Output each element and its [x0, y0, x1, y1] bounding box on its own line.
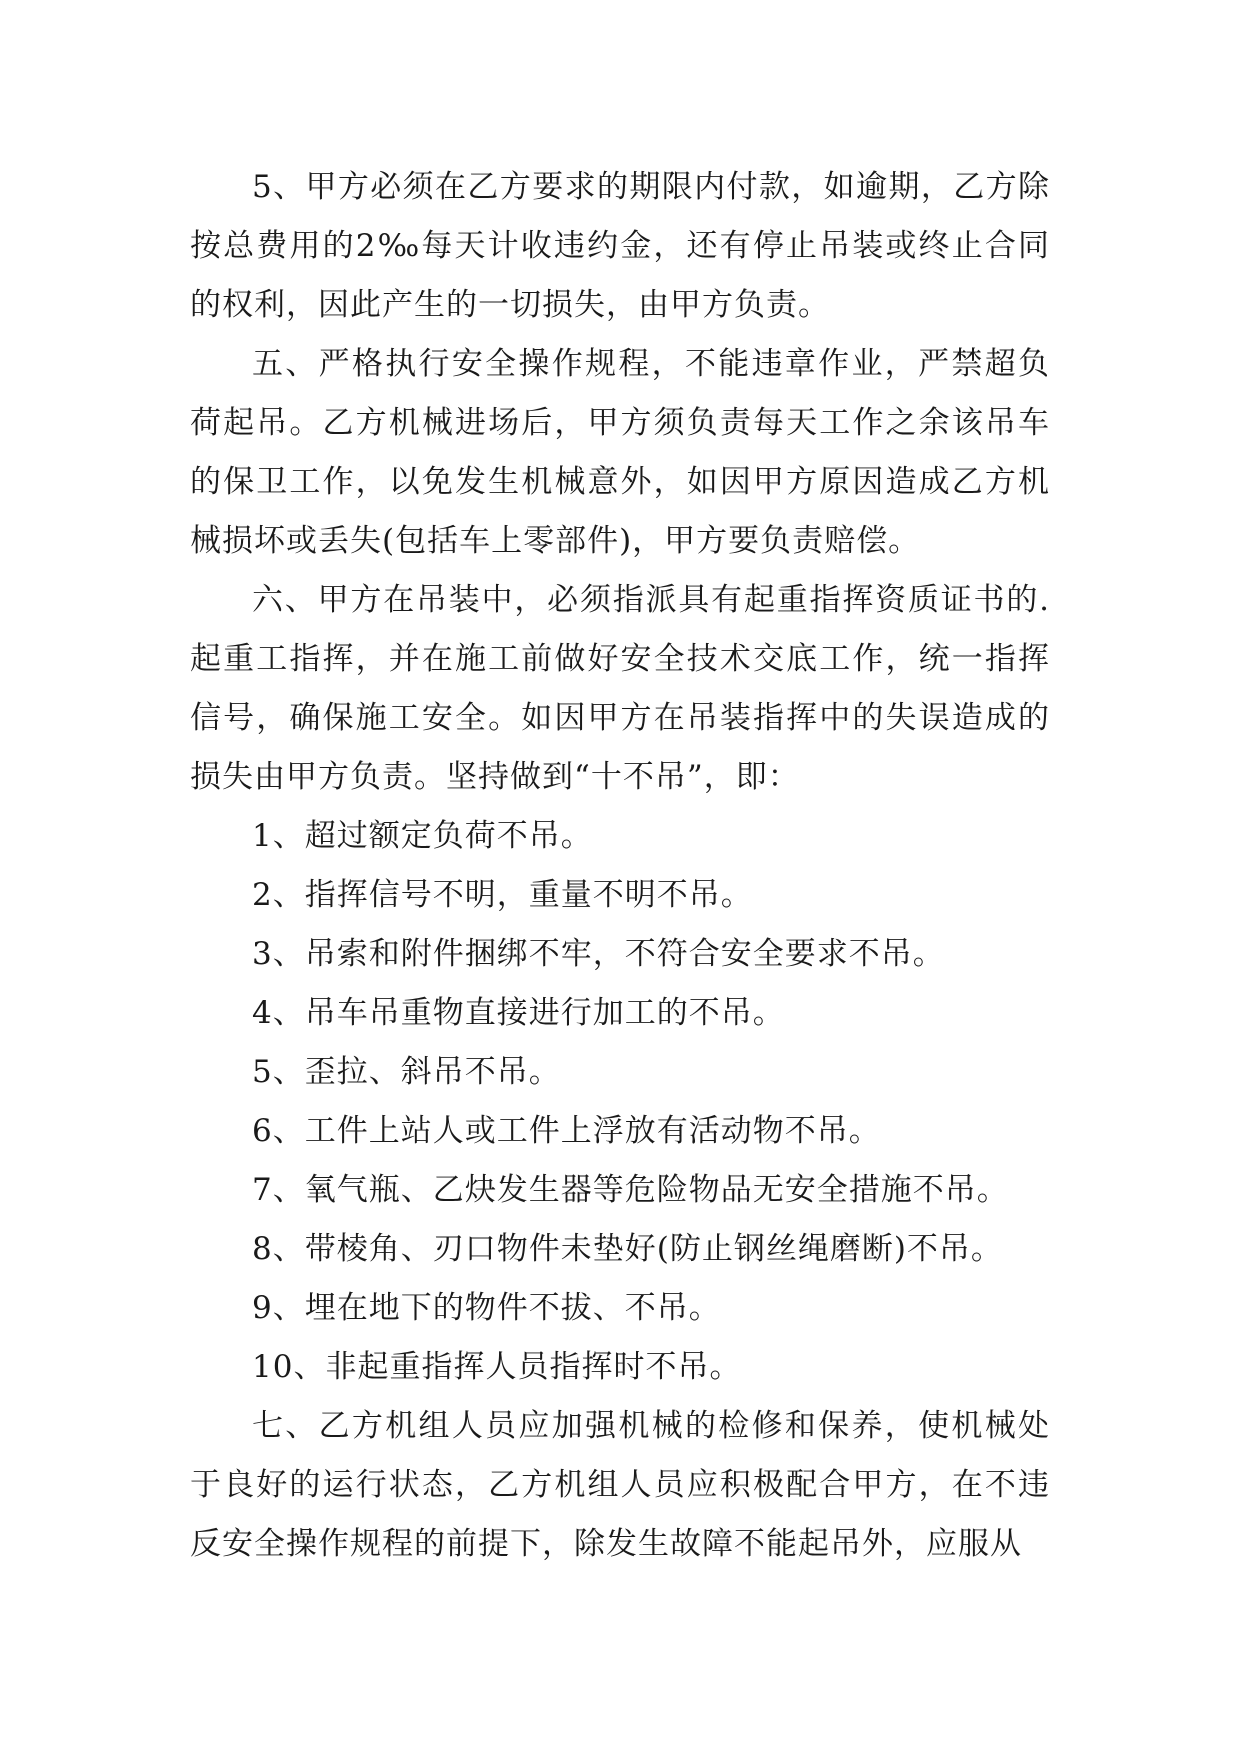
list-item: 6、工件上站人或工件上浮放有活动物不吊。 [252, 1113, 881, 1149]
list-item: 9、埋在地下的物件不拔、不吊。 [252, 1290, 721, 1326]
list-item: 5、歪拉、斜吊不吊。 [252, 1054, 561, 1090]
paragraph-lifting-command: 六、甲方在吊装中，必须指派具有起重指挥资质证书的.起重工指挥，并在施工前做好安全技术交底工作，统一指挥信号，确保施工安全。如因甲方在吊装指挥中的失误造成的损失由甲方负责。坚持做到“十不吊”，即： [190, 582, 1050, 795]
list-item: 10、非起重指挥人员指挥时不吊。 [252, 1349, 742, 1385]
list-item: 2、指挥信号不明，重量不明不吊。 [252, 877, 753, 913]
paragraph-payment-terms: 5、甲方必须在乙方要求的期限内付款，如逾期，乙方除按总费用的2‰每天计收违约金，还有停止吊装或终止合同的权利，因此产生的一切损失，由甲方负责。 [190, 169, 1050, 323]
list-item: 7、氧气瓶、乙炔发生器等危险物品无安全措施不吊。 [252, 1172, 1009, 1208]
list-item: 1、超过额定负荷不吊。 [252, 818, 593, 854]
list-item: 4、吊车吊重物直接进行加工的不吊。 [252, 995, 785, 1031]
list-item: 8、带棱角、刃口物件未垫好(防止钢丝绳磨断)不吊。 [252, 1231, 1003, 1267]
document-page [190, 158, 1050, 1574]
list-item: 3、吊索和附件捆绑不牢，不符合安全要求不吊。 [252, 936, 945, 972]
paragraph-crew-maintenance: 七、乙方机组人员应加强机械的检修和保养，使机械处于良好的运行状态，乙方机组人员应积极配合甲方，在不违反安全操作规程的前提下，除发生故障不能起吊外，应服从 [190, 1408, 1050, 1562]
paragraph-safety-rules: 五、严格执行安全操作规程，不能违章作业，严禁超负荷起吊。乙方机械进场后，甲方须负责每天工作之余该吊车的保卫工作，以免发生机械意外，如因甲方原因造成乙方机械损坏或丢失(包括车上零部件)，甲方要负责赔偿。 [190, 346, 1050, 559]
